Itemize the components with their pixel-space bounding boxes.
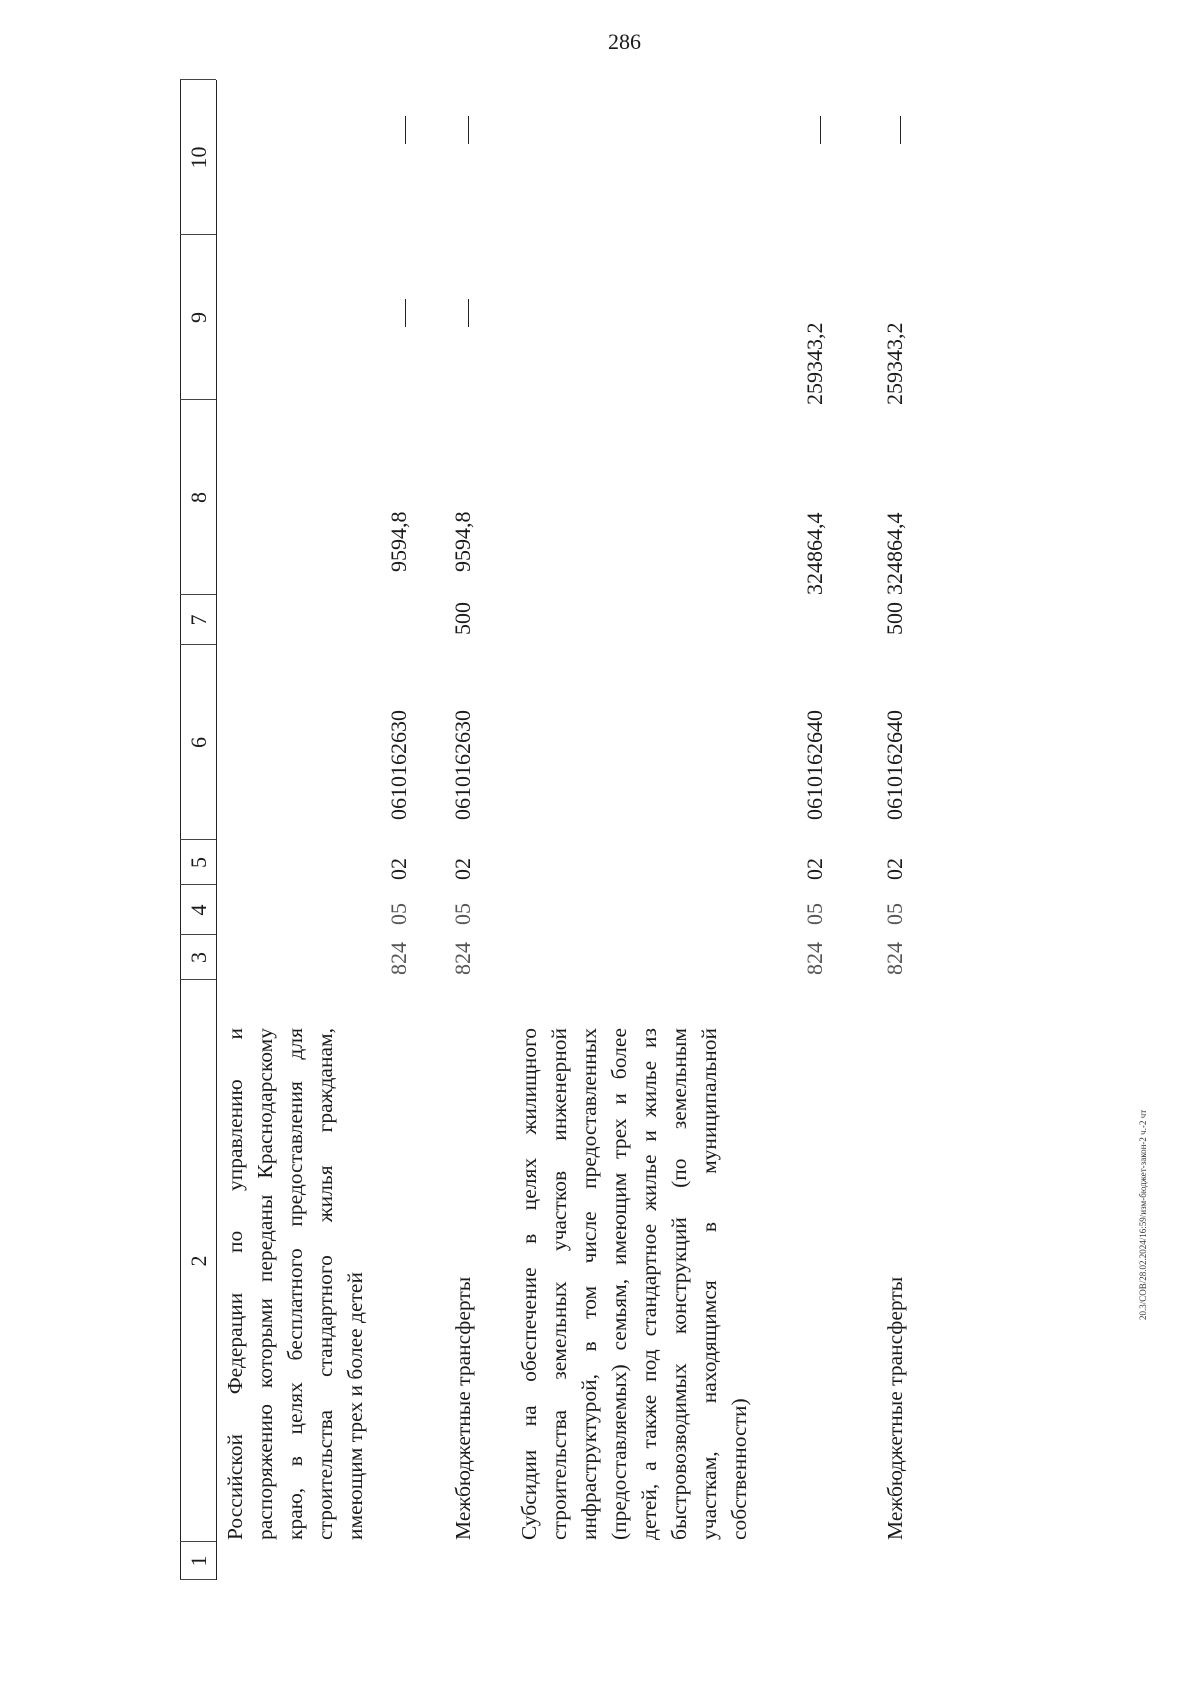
header-col-2: 2 [186, 1255, 211, 1267]
cell-amount: 324864,4 [802, 512, 827, 595]
budget-table [180, 80, 1180, 1580]
cell-section: 05 [386, 903, 411, 925]
cell-dash [405, 299, 406, 327]
cell-target-code: 0610162640 [882, 710, 907, 820]
row-description: Межбюджетные трансферты [451, 1276, 475, 1540]
cell-dash [900, 116, 901, 144]
cell-subsection: 02 [882, 858, 907, 880]
row-description: Российской Федерации по управлению и распоряжению которыми переданы Краснодарскому краю, в целях бесплатного предоставления для строительства стандартного жилья гражданам, имеющим трех и более детей [223, 1028, 367, 1540]
cell-amount: 324864,4 [882, 512, 907, 595]
header-col-10: 10 [186, 146, 211, 169]
cell-subsection: 02 [386, 858, 411, 880]
document-code: 20.3/СОВ/28.02.2024/16:59/изм-бюджет-закон-2 ч.-2 чт [1138, 1109, 1148, 1320]
header-col-6: 6 [186, 737, 211, 748]
header-col-5: 5 [186, 857, 211, 868]
header-col-9: 9 [186, 312, 211, 323]
cell-admin-code: 824 [882, 942, 907, 975]
cell-dash [468, 299, 469, 327]
row-description: Субсидии на обеспечение в целях жилищного строительства земельных участков инженерной инфраструктурой, в том числе предоставленных (предоставляемых) семьям, имеющим трех и более детей, а также под стандартное жилье и жилье из быстровозводимых конструкций (по земельным участкам, находящимся в муниципальной собственности) [517, 1028, 751, 1540]
header-col-7: 7 [186, 614, 211, 626]
header-col-3: 3 [186, 952, 211, 963]
cell-dash [820, 116, 821, 144]
cell-admin-code: 824 [450, 942, 475, 975]
header-top-border [180, 80, 181, 1580]
cell-target-code: 0610162630 [386, 710, 411, 820]
cell-amount-next-year: 259343,2 [802, 322, 827, 405]
header-col-8: 8 [186, 492, 211, 503]
row-description: Межбюджетные трансферты [883, 1276, 907, 1540]
cell-amount: 9594,8 [450, 511, 475, 572]
cell-expense-type: 500 [450, 602, 475, 635]
cell-target-code: 0610162630 [450, 710, 475, 820]
cell-dash [405, 116, 406, 144]
cell-target-code: 0610162640 [802, 710, 827, 820]
cell-admin-code: 824 [386, 942, 411, 975]
cell-dash [468, 116, 469, 144]
cell-section: 05 [882, 903, 907, 925]
cell-amount-next-year: 259343,2 [882, 322, 907, 405]
cell-section: 05 [802, 903, 827, 925]
cell-amount: 9594,8 [386, 511, 411, 572]
cell-subsection: 02 [802, 858, 827, 880]
cell-subsection: 02 [450, 858, 475, 880]
cell-section: 05 [450, 903, 475, 925]
cell-expense-type: 500 [882, 602, 907, 635]
header-bottom-border [216, 80, 217, 1580]
page-number: 286 [608, 29, 641, 54]
header-col-1: 1 [186, 1555, 211, 1567]
cell-admin-code: 824 [802, 942, 827, 975]
header-col-4: 4 [186, 904, 211, 916]
